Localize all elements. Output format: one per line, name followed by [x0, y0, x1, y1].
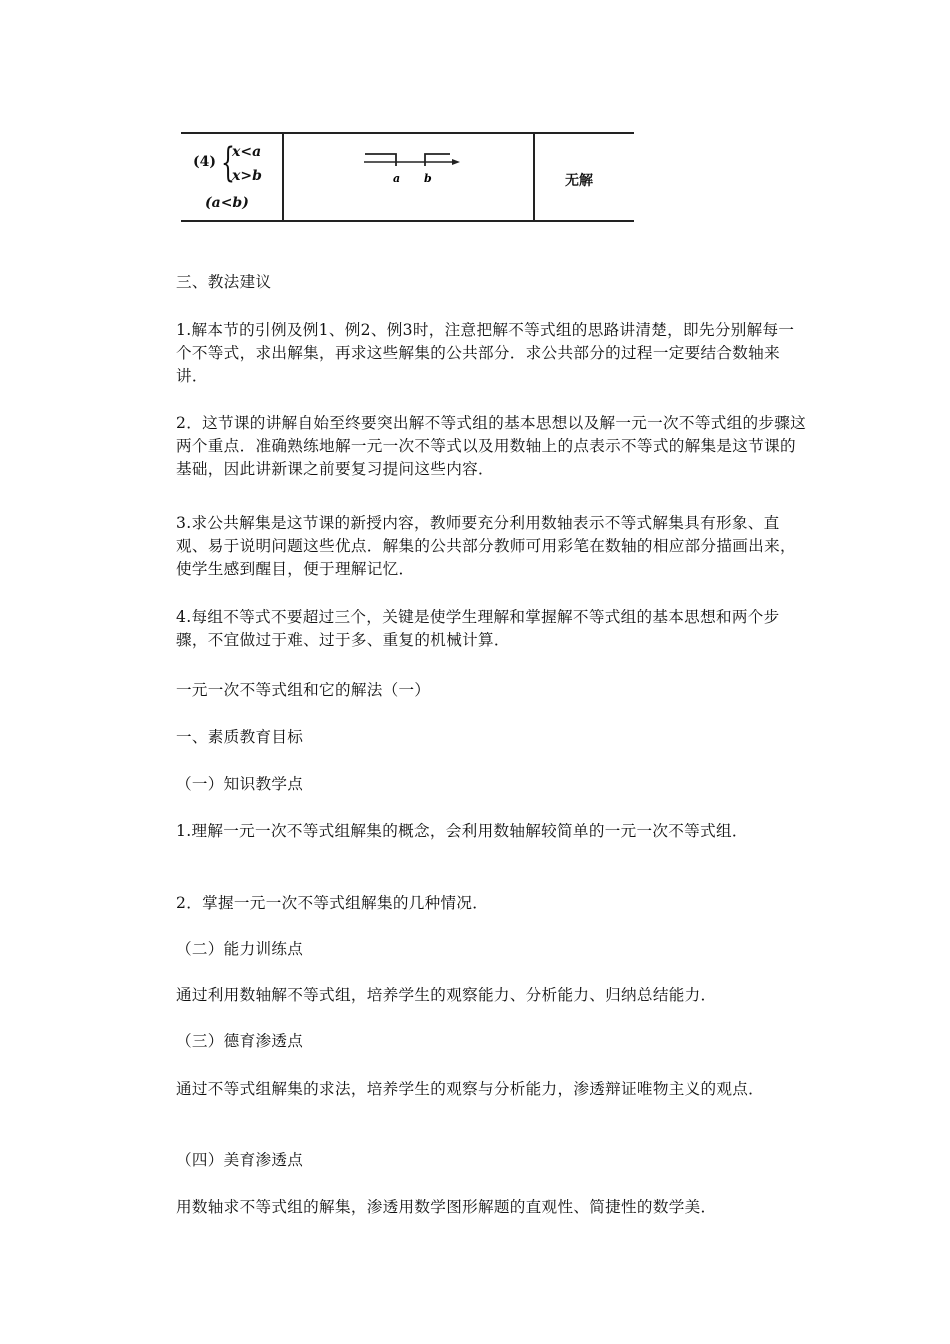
- solution-table-row: [181, 132, 634, 222]
- result-text: 无解: [565, 173, 593, 189]
- solution-ray-b: [425, 154, 450, 166]
- paragraph-suggestion-2: 2．这节课的讲解自始至终要突出解不等式组的基本思想以及解一元一次不等式组的步骤这两个重点．准确熟练地解一元一次不等式以及用数轴上的点表示不等式的解集是这节课的基础，因此讲新课之前要复习提问这些内容．: [176, 414, 807, 478]
- solution-ray-a: [365, 154, 396, 166]
- section-heading-teaching-suggestions: 三、教法建议: [176, 273, 272, 291]
- paragraph-knowledge-1: 1.理解一元一次不等式组解集的概念，会利用数轴解较简单的一元一次不等式组．: [176, 822, 748, 840]
- subheading-knowledge: （一）知识教学点: [176, 775, 304, 793]
- inequality-1: x<a: [232, 144, 262, 160]
- axis-label-b: b: [424, 172, 432, 185]
- paragraph-suggestion-1: 1.解本节的引例及例1、例2、例3时，注意把解不等式组的思路讲清楚，即先分别解每一个不等式，求出解集，再求这些解集的公共部分．求公共部分的过程一定要结合数轴来讲．: [176, 321, 795, 385]
- number-line-diagram: [284, 134, 533, 220]
- subheading-aesthetic: （四）美育渗透点: [176, 1151, 304, 1169]
- paragraph-knowledge-2: 2．掌握一元一次不等式组解集的几种情况．: [176, 894, 489, 912]
- left-brace: {: [221, 140, 235, 186]
- condition-cell: [181, 134, 282, 220]
- paragraph-moral: 通过不等式组解集的求法，培养学生的观察与分析能力，渗透辩证唯物主义的观点．: [176, 1080, 765, 1098]
- paragraph-aesthetic: 用数轴求不等式组的解集，渗透用数学图形解题的直观性、简捷性的数学美．: [176, 1198, 717, 1216]
- section-heading-goals: 一、素质教育目标: [176, 728, 304, 746]
- condition-number: (4): [193, 154, 216, 170]
- lesson-title: 一元一次不等式组和它的解法（一）: [176, 681, 431, 699]
- paragraph-suggestion-4: 4.每组不等式不要超过三个，关键是使学生理解和掌握解不等式组的基本思想和两个步骤，不宜做过于难、过于多、重复的机械计算．: [176, 608, 780, 649]
- axis-label-a: a: [393, 172, 401, 185]
- condition-note: (a<b): [205, 195, 249, 211]
- inequality-2: x>b: [232, 168, 262, 184]
- subheading-moral: （三）德育渗透点: [176, 1032, 304, 1050]
- number-line-arrow: [452, 159, 460, 165]
- paragraph-ability: 通过利用数轴解不等式组，培养学生的观察能力、分析能力、归纳总结能力．: [176, 986, 717, 1004]
- paragraph-suggestion-3: 3.求公共解集是这节课的新授内容，教师要充分利用数轴表示不等式解集具有形象、直观、易于说明问题这些优点．解集的公共部分教师可用彩笔在数轴的相应部分描画出来，使学生感到醒目，便于理解记忆．: [176, 514, 796, 578]
- number-line-cell: [284, 134, 533, 220]
- result-cell: [535, 134, 634, 220]
- subheading-ability: （二）能力训练点: [176, 940, 304, 958]
